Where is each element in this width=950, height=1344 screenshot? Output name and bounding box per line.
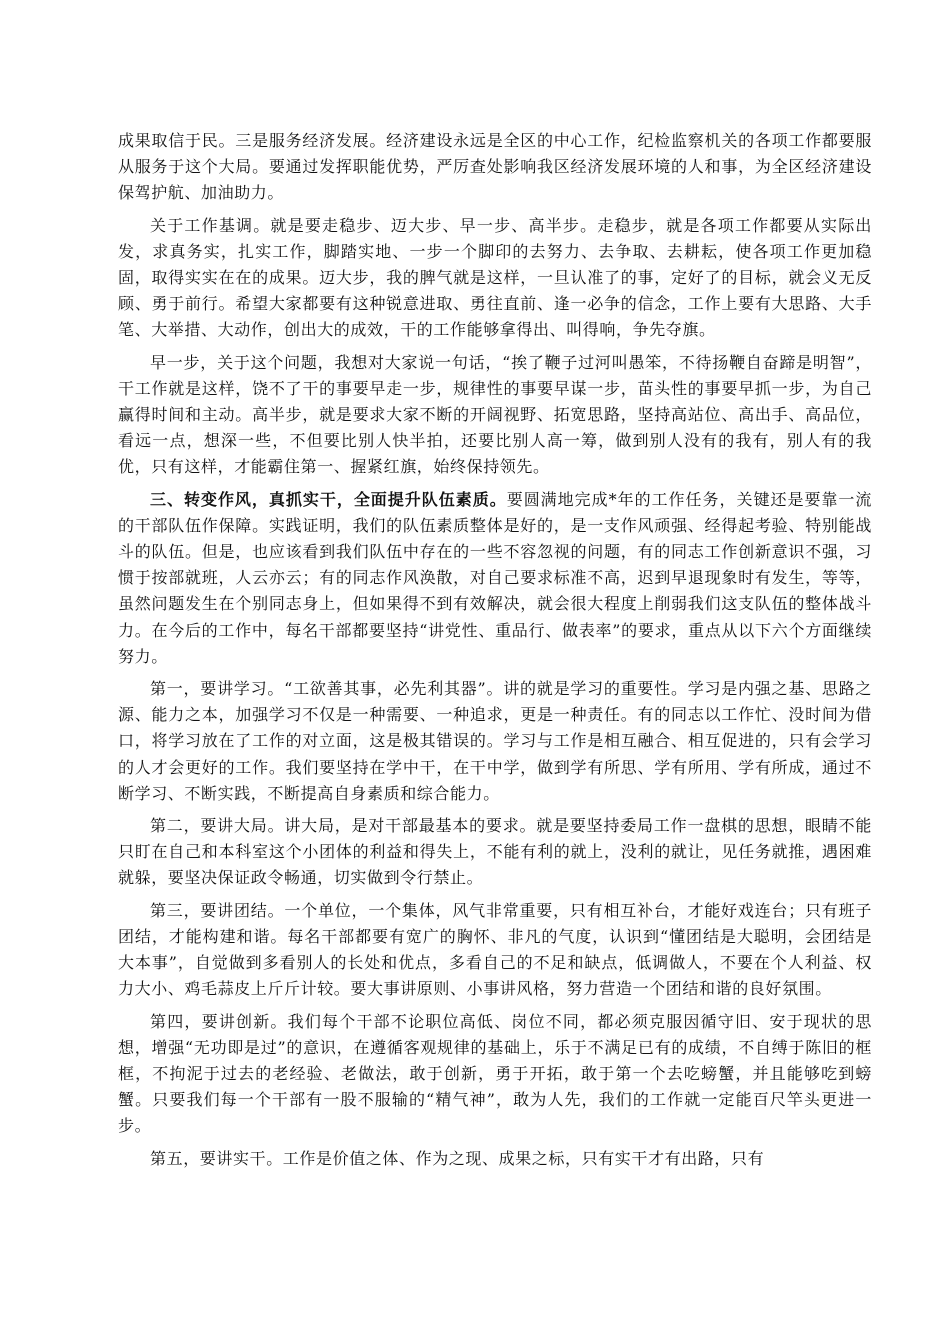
paragraph-innovation	[118, 1009, 872, 1140]
paragraph-unity	[118, 898, 872, 1003]
paragraph-big-picture	[118, 813, 872, 892]
paragraph-text: 第五，要讲实干。工作是价值之体、作为之现、成果之标，只有实干才有出路，只有	[150, 1148, 765, 1168]
paragraph-text: 第三，要讲团结。一个单位，一个集体，风气非常重要，只有相互补台，才能好戏连台；只有班子团结，才能构建和谐。每名干部都要有宽广的胸怀、非凡的气度，认识到“懂团结是大聪明，会团结是大本事”，自觉做到多看别人的长处和优点，多看自己的不足和缺点，低调做人，不要在个人利益、权力大小、鸡毛蒜皮上斤斤计较。要大事讲原则、小事讲风格，努力营造一个团结和谐的良好氛围。	[118, 900, 872, 999]
paragraph-text: 第二，要讲大局。讲大局，是对干部最基本的要求。就是要坚持委局工作一盘棋的思想，眼睛不能只盯在自己和本科室这个小团体的利益和得失上，不能有利的就上，没利的就让，见任务就推，遇困难就躲，要坚决保证政令畅通，切实做到令行禁止。	[118, 816, 872, 888]
paragraph-practical-work	[118, 1146, 872, 1172]
paragraph-text: 第四，要讲创新。我们每个干部不论职位高低、岗位不同，都必须克服因循守旧、安于现状的思想，增强“无功即是过”的意识，在遵循客观规律的基础上，乐于不满足已有的成绩，不自缚于陈旧的框框，不拘泥于过去的老经验、老做法，敢于创新，勇于开拓，敢于第一个去吃螃蟹，并且能够吃到螃蟹。只要我们每一个干部有一股不服输的“精气神”，敢为人先，我们的工作就一定能百尺竿头更进一步。	[118, 1011, 872, 1136]
paragraph-economy-service	[118, 128, 872, 207]
paragraph-section-three	[118, 487, 872, 670]
paragraph-text: 成果取信于民。三是服务经济发展。经济建设永远是全区的中心工作，纪检监察机关的各项工作都要服从服务于这个大局。要通过发挥职能优势，严厉查处影响我区经济发展环境的人和事，为全区经济建设保驾护航、加油助力。	[118, 131, 872, 203]
paragraph-study	[118, 676, 872, 807]
document-page	[118, 128, 872, 1178]
paragraph-text: 要圆满地完成*年的工作任务，关键还是要靠一流的干部队伍作保障。实践证明，我们的队伍素质整体是好的，是一支作风顽强、经得起考验、特别能战斗的队伍。但是，也应该看到我们队伍中存在的一些不容忽视的问题，有的同志工作创新意识不强，习惯于按部就班，人云亦云；有的同志作风涣散，对自己要求标准不高，迟到早退现象时有发生，等等，虽然问题发生在个别同志身上，但如果得不到有效解决，就会很大程度上削弱我们这支队伍的整体战斗力。在今后的工作中，每名干部都要坚持“讲党性、重品行、做表率”的要求，重点从以下六个方面继续努力。	[118, 489, 872, 666]
paragraph-step-ahead	[118, 350, 872, 481]
section-heading: 三、转变作风，真抓实干，全面提升队伍素质。	[150, 489, 507, 509]
paragraph-text: 早一步，关于这个问题，我想对大家说一句话，“挨了鞭子过河叫愚笨，不待扬鞭自奋蹄是明智”，干工作就是这样，饶不了干的事要早走一步，规律性的事要早谋一步，苗头性的事要早抓一步，为自己赢得时间和主动。高半步，就是要求大家不断的开阔视野、拓宽思路，坚持高站位、高出手、高品位，看远一点，想深一些，不但要比别人快半拍，还要比别人高一筹，做到别人没有的我有，别人有的我优，只有这样，才能霸住第一、握紧红旗，始终保持领先。	[118, 352, 872, 477]
paragraph-text: 关于工作基调。就是要走稳步、迈大步、早一步、高半步。走稳步，就是各项工作都要从实际出发，求真务实，扎实工作，脚踏实地、一步一个脚印的去努力、去争取、去耕耘，使各项工作更加稳固，取得实实在在的成果。迈大步，我的脾气就是这样，一旦认准了的事，定好了的目标，就会义无反顾、勇于前行。希望大家都要有这种锐意进取、勇往直前、逢一必争的信念，工作上要有大思路、大手笔、大举措、大动作，创出大的成效，干的工作能够拿得出、叫得响，争先夺旗。	[118, 215, 872, 340]
paragraph-work-tone	[118, 213, 872, 344]
paragraph-text: 第一，要讲学习。“工欲善其事，必先利其器”。讲的就是学习的重要性。学习是内强之基、思路之源、能力之本，加强学习不仅是一种需要、一种追求，更是一种责任。有的同志以工作忙、没时间为借口，将学习放在了工作的对立面，这是极其错误的。学习与工作是相互融合、相互促进的，只有会学习的人才会更好的工作。我们要坚持在学中干，在干中学，做到学有所思、学有所用、学有所成，通过不断学习、不断实践，不断提高自身素质和综合能力。	[118, 679, 872, 803]
